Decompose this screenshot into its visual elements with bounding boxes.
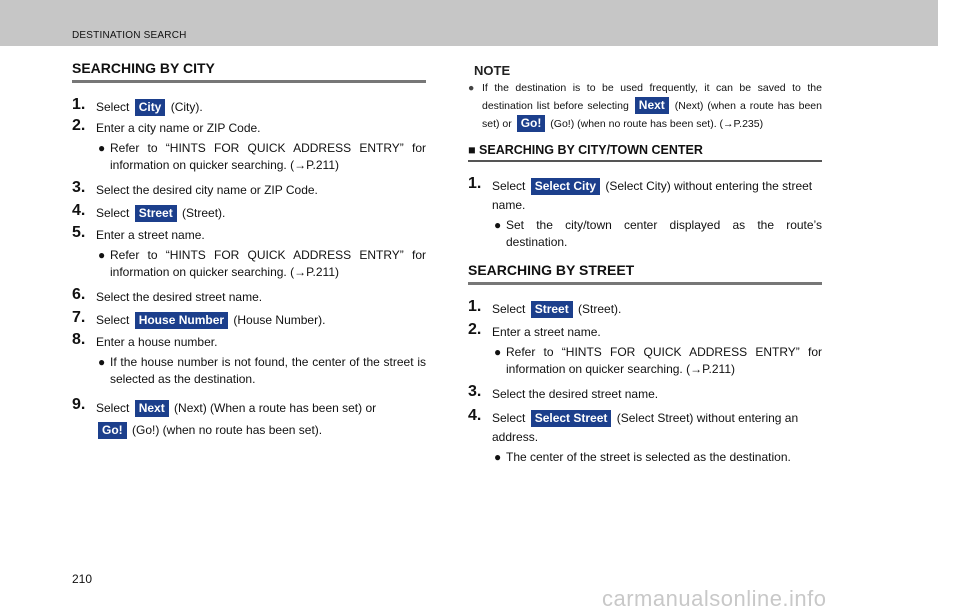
bullet-text: Refer to “HINTS FOR QUICK ADDRESS ENTRY” for information on quicker searching. (→P.211) xyxy=(110,248,426,279)
bullet-text: If the house number is not found, the center of the street is selected as the destination. xyxy=(110,355,426,386)
step-text: Select xyxy=(96,401,133,415)
step-text: (House Number). xyxy=(230,313,326,327)
bullet-text: Set the city/town center displayed as the route’s destination. xyxy=(506,218,822,249)
step-text: (Street). xyxy=(178,206,226,220)
city-button: City xyxy=(135,99,166,116)
next-button: Next xyxy=(635,97,669,114)
step-number: 2. xyxy=(72,117,86,134)
step-text: Select xyxy=(96,313,133,327)
note-text xyxy=(468,80,822,133)
bullet-item xyxy=(72,354,426,388)
step-number: 7. xyxy=(72,309,86,326)
step-text: Select xyxy=(96,206,133,220)
step xyxy=(72,397,426,441)
step-text: Enter a street name. xyxy=(96,228,205,242)
step-number: 8. xyxy=(72,331,86,348)
step-text: Enter a city name or ZIP Code. xyxy=(96,121,261,135)
header-bar xyxy=(0,0,938,46)
select-city-button: Select City xyxy=(531,178,600,195)
bullet-text: The center of the street is selected as the destination. xyxy=(506,450,791,464)
step-text: (Go!) (when no route has been set). xyxy=(128,423,323,437)
step-number: 3. xyxy=(468,383,482,400)
bullet-icon: ● xyxy=(468,82,475,94)
step-number: 2. xyxy=(468,321,482,338)
left-column xyxy=(72,60,426,441)
bullet-item xyxy=(72,247,426,281)
page-number: 210 xyxy=(72,572,93,586)
bullet-icon: ● xyxy=(98,248,106,262)
bullet-text: Refer to “HINTS FOR QUICK ADDRESS ENTRY” for information on quicker searching. (→P.211) xyxy=(506,345,822,376)
bullet-icon: ● xyxy=(494,345,502,359)
step xyxy=(72,224,426,244)
step-number: 1. xyxy=(72,96,86,113)
street-button: Street xyxy=(135,205,177,222)
step-text: (Street). xyxy=(574,302,622,316)
bullet-icon: ● xyxy=(98,355,106,369)
step xyxy=(468,409,822,447)
step xyxy=(72,117,426,137)
step-number: 6. xyxy=(72,286,86,303)
bullet-icon: ● xyxy=(98,141,106,155)
go-button: Go! xyxy=(98,422,127,439)
step xyxy=(468,298,822,318)
step-text: Enter a street name. xyxy=(492,325,601,339)
note-part: If the destination is to be used frequently, it can be saved to the destination list before selecting xyxy=(482,82,822,112)
step xyxy=(72,96,426,116)
watermark: carmanualsonline.info xyxy=(602,586,827,611)
step-text: (Next) (When a route has been set) or xyxy=(170,401,377,415)
step-number: 4. xyxy=(468,407,482,424)
step xyxy=(72,202,426,222)
step-text: Select xyxy=(96,100,133,114)
bullet-text: Refer to “HINTS FOR QUICK ADDRESS ENTRY” for information on quicker searching. (→P.211) xyxy=(110,141,426,172)
bullet-item xyxy=(468,217,822,251)
step-number: 9. xyxy=(72,396,86,413)
step xyxy=(468,383,822,403)
next-button: Next xyxy=(135,400,169,417)
step xyxy=(72,331,426,351)
step xyxy=(72,179,426,199)
bullet-item xyxy=(72,140,426,174)
step-text: Enter a house number. xyxy=(96,335,218,349)
step-text: Select xyxy=(492,411,529,425)
note-part: (Go!) (when no route has been set). (→P.235) xyxy=(547,118,764,130)
step xyxy=(468,321,822,341)
bullet-icon: ● xyxy=(494,450,502,464)
note-part: (Next) (when a route has been set) or xyxy=(482,100,822,130)
step xyxy=(72,309,426,329)
step-text: Select xyxy=(492,302,529,316)
step-number: 1. xyxy=(468,175,482,192)
step-number: 1. xyxy=(468,298,482,315)
select-street-button: Select Street xyxy=(531,410,612,427)
house-number-button: House Number xyxy=(135,312,228,329)
street-button: Street xyxy=(531,301,573,318)
bullet-icon: ● xyxy=(494,218,502,232)
section-title-city: SEARCHING BY CITY xyxy=(72,60,426,83)
step-number: 3. xyxy=(72,179,86,196)
step xyxy=(468,177,822,215)
section-title-street: SEARCHING BY STREET xyxy=(468,262,822,285)
step-text: (City). xyxy=(167,100,203,114)
right-column xyxy=(468,63,822,466)
step-text: Select the desired street name. xyxy=(96,290,263,304)
step-text: (Select City) without entering the street name. xyxy=(492,179,813,212)
bullet-item xyxy=(468,449,822,466)
go-button: Go! xyxy=(517,115,546,132)
step xyxy=(72,286,426,306)
note-title: NOTE xyxy=(474,63,511,78)
subsection-title-city-center: ■ SEARCHING BY CITY/TOWN CENTER xyxy=(468,143,822,162)
step-number: 5. xyxy=(72,224,86,241)
step-text: Select xyxy=(492,179,529,193)
page-edge xyxy=(938,0,960,611)
step-text: (Select Street) without entering an address. xyxy=(492,411,799,444)
step-text: Select the desired city name or ZIP Code. xyxy=(96,183,318,197)
step-number: 4. xyxy=(72,202,86,219)
bullet-item xyxy=(468,344,822,378)
header-title: DESTINATION SEARCH xyxy=(72,30,187,41)
step-text: Select the desired street name. xyxy=(492,387,659,401)
